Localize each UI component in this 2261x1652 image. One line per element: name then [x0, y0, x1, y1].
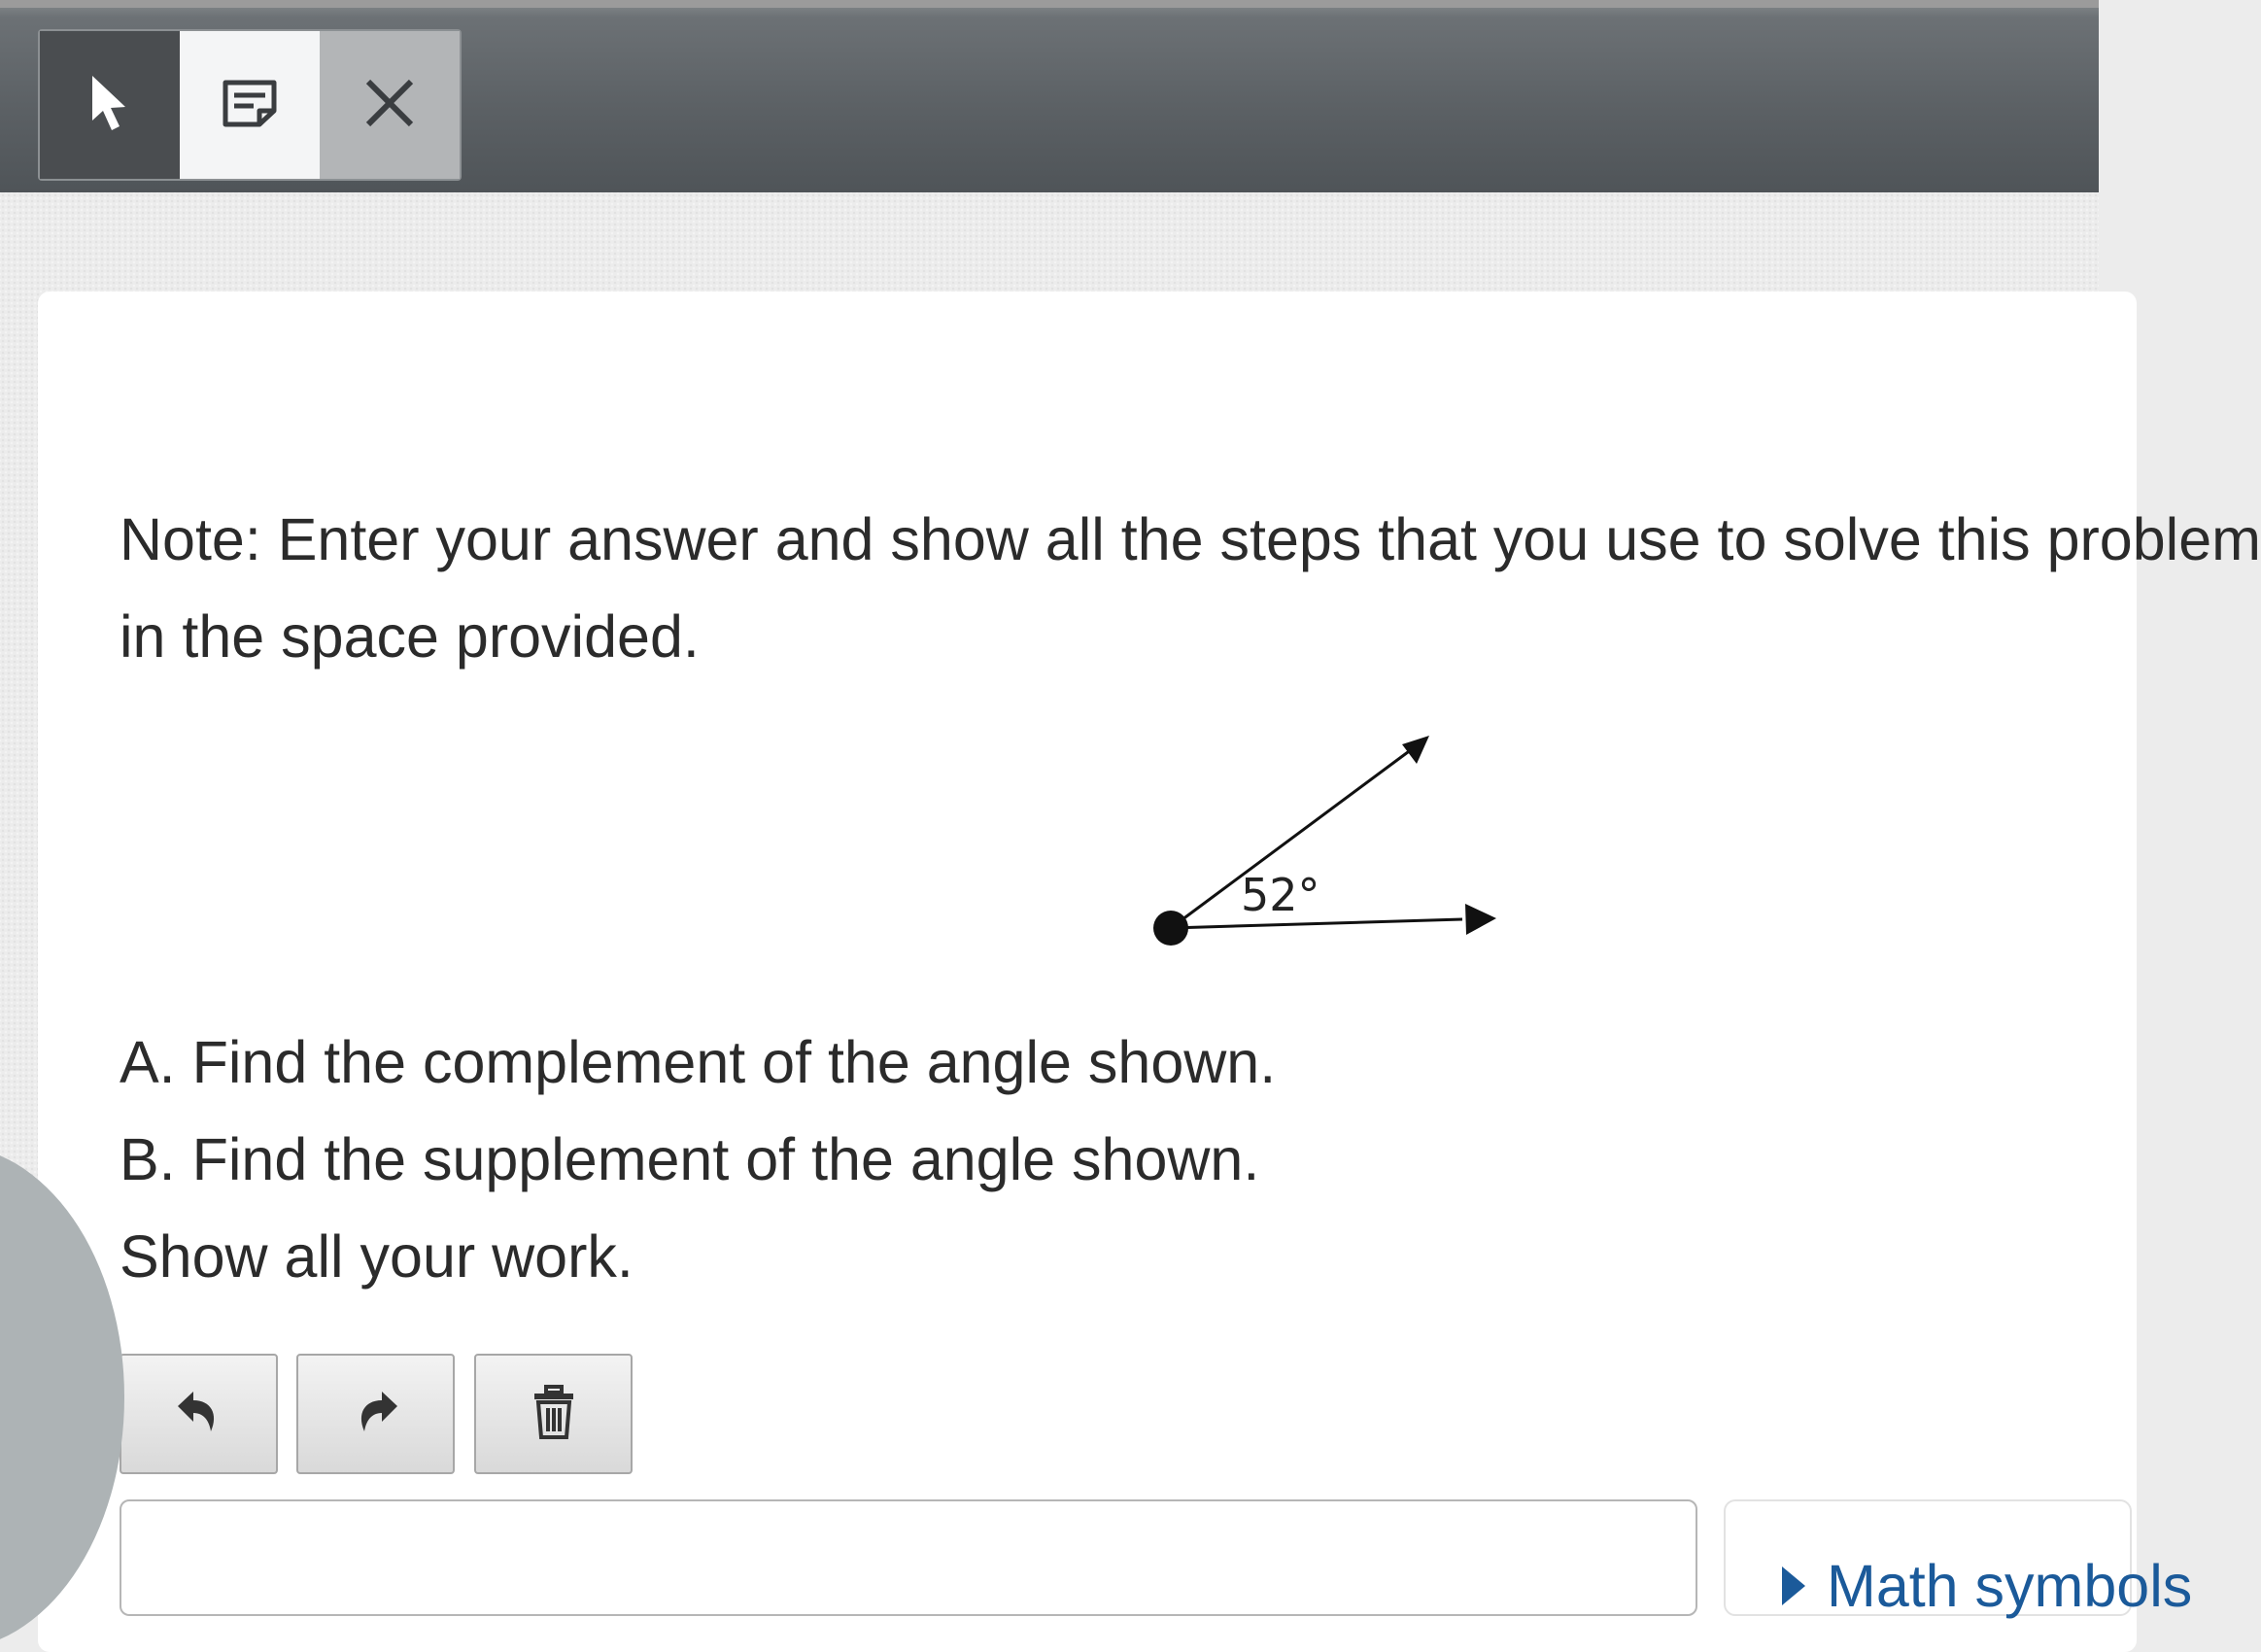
redo-button[interactable]: [296, 1354, 455, 1474]
pointer-arrow-icon: [88, 74, 131, 137]
pointer-tool-button[interactable]: [40, 31, 180, 179]
angle-vertex: [1153, 911, 1188, 946]
part-b-text: B. Find the supplement of the angle shown.: [120, 1126, 1260, 1192]
angle-figure: [1142, 719, 1511, 952]
notepad-tool-button[interactable]: [180, 31, 320, 179]
math-symbols-toggle[interactable]: [1782, 1552, 2192, 1620]
upper-arrowhead: [1402, 736, 1429, 764]
math-symbols-label: Math symbols: [1827, 1553, 2193, 1619]
show-work-text: Show all your work.: [120, 1223, 634, 1290]
redo-icon: [351, 1387, 401, 1442]
delete-button[interactable]: [474, 1354, 633, 1474]
notepad-icon: [221, 78, 279, 133]
close-tool-button[interactable]: [320, 31, 460, 179]
undo-icon: [174, 1387, 224, 1442]
part-a-text: A. Find the complement of the angle shown.: [120, 1029, 1277, 1095]
trash-icon: [531, 1385, 577, 1444]
question-note-line-1: Note: Enter your answer and show all the steps that you use to solve this problem: [120, 506, 2261, 572]
close-icon: [362, 76, 417, 135]
math-symbols-panel: [1724, 1499, 2193, 1619]
tool-group: [38, 29, 462, 181]
undo-button[interactable]: [120, 1354, 278, 1474]
expand-triangle-icon: [1782, 1566, 1805, 1605]
answer-input[interactable]: [120, 1499, 1697, 1616]
lower-arrowhead: [1465, 904, 1496, 935]
angle-label: 52°: [1241, 869, 1320, 921]
question-note-line-2: in the space provided.: [120, 603, 700, 670]
top-toolbar: [0, 0, 2099, 192]
